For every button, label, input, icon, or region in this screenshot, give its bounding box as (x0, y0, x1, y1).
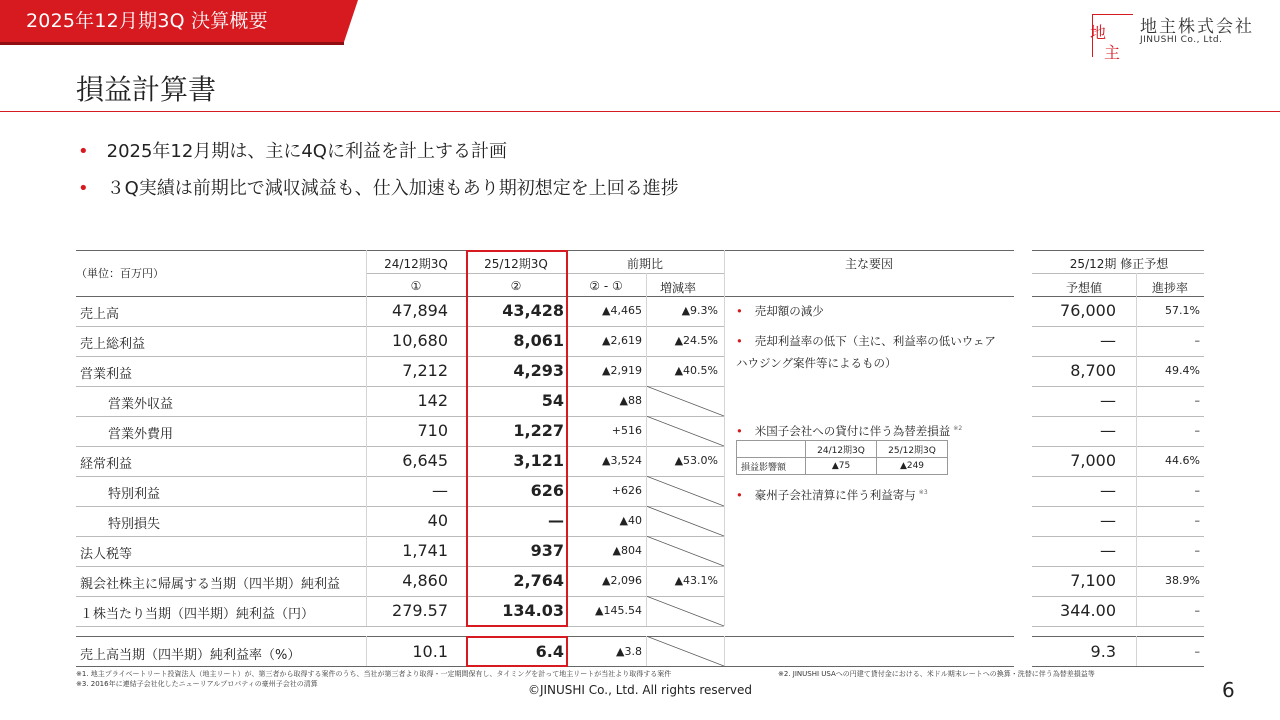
cell-prev: 40 (427, 511, 448, 530)
factor-sales-decrease (736, 300, 1006, 322)
bullet-dot-icon: • (736, 423, 743, 438)
sub-table-row-label: 損益影響額 (737, 458, 806, 475)
bullet-dot-icon: • (78, 141, 89, 162)
table-rule (1032, 296, 1204, 297)
cell-diff: ▲2,619 (602, 334, 642, 347)
cell-prev: 10.1 (412, 642, 448, 661)
table-rule (76, 356, 724, 357)
header-banner-shadow (0, 42, 344, 45)
cell-prev: 6,645 (402, 451, 448, 470)
cell-diff: ▲4,465 (602, 304, 642, 317)
cell-diff: ▲88 (619, 394, 642, 407)
table-rule (1032, 326, 1204, 327)
cell-progress: – (1194, 645, 1200, 658)
cell-curr: 4,293 (513, 361, 564, 380)
cell-curr: 134.03 (502, 601, 564, 620)
logo-name-en: JINUSHI Co., Ltd. (1140, 35, 1223, 45)
table-rule (76, 476, 724, 477)
table-column-rule (646, 273, 647, 626)
unit-label: （単位：百万円） (76, 267, 164, 280)
cell-prev: 1,741 (402, 541, 448, 560)
footnote-2: ※2. JINUSHI USAへの円建て貸付金における、米ドル期末レートへの換算・洗替に伴う為替差損益等 (778, 670, 1095, 678)
factor-footnote-ref: ※3 (918, 489, 928, 496)
cell-forecast: 9.3 (1090, 642, 1116, 661)
diagonal-empty-mark (646, 536, 724, 566)
table-column-rule (646, 636, 647, 666)
copyright: ©JINUSHI Co., Ltd. All rights reserved (527, 683, 753, 697)
bullet-item: • ３Q実績は前期比で減収減益も、仕入加速もあり期初想定を上回る進捗 (78, 178, 679, 199)
sub-table-header-curr: 25/12期3Q (877, 441, 948, 458)
cell-progress: 38.9% (1165, 574, 1200, 587)
cell-forecast: 7,000 (1070, 451, 1116, 470)
table-rule (76, 326, 724, 327)
current-margin-highlight (466, 636, 568, 667)
row-label: 営業外費用 (108, 427, 174, 442)
page-number: 6 (1222, 678, 1235, 702)
header-progress: 進捗率 (1151, 281, 1188, 295)
table-rule (1032, 536, 1204, 537)
table-rule (1032, 666, 1204, 667)
cell-progress: – (1194, 334, 1200, 347)
cell-diff: ▲3,524 (602, 454, 642, 467)
cell-progress: – (1194, 544, 1200, 557)
table-rule (76, 446, 724, 447)
cell-forecast: 344.00 (1060, 601, 1116, 620)
sub-table-curr: ▲249 (877, 458, 948, 475)
cell-progress: – (1194, 424, 1200, 437)
cell-forecast: — (1100, 391, 1116, 410)
header-factors: 主な要因 (844, 257, 893, 271)
cell-curr: 6.4 (535, 642, 564, 661)
current-period-highlight (466, 250, 568, 627)
header-yoy: 前期比 (626, 257, 663, 271)
table-rule (76, 386, 724, 387)
table-rule (76, 506, 724, 507)
cell-forecast: — (1100, 331, 1116, 350)
cell-prev: 279.57 (392, 601, 448, 620)
cell-forecast: 76,000 (1060, 301, 1116, 320)
cell-prev: 710 (417, 421, 448, 440)
header-diff: ② - ① (589, 279, 623, 293)
factor-margin-decline (736, 330, 998, 374)
cell-forecast: 7,100 (1070, 571, 1116, 590)
cell-forecast: — (1100, 541, 1116, 560)
table-rule (1032, 446, 1204, 447)
table-rule (1032, 506, 1204, 507)
cell-curr: 8,061 (513, 331, 564, 350)
factor-text: 豪州子会社清算に伴う利益寄与 (754, 487, 916, 502)
bullet-dot-icon: • (736, 334, 743, 348)
cell-diff: ▲145.54 (595, 604, 642, 617)
table-column-rule (1136, 273, 1137, 626)
cell-diff: ▲3.8 (616, 645, 642, 658)
cell-diff: ▲804 (612, 544, 642, 557)
factor-au-liquidation (736, 482, 1006, 506)
bullet-dot-icon: • (78, 178, 89, 199)
row-label: 法人税等 (80, 547, 133, 562)
header-curr-marker: ② (510, 279, 522, 293)
cell-prev: 47,894 (392, 301, 448, 320)
footnote-1: ※1. 地主プライベートリート投資法人（地主リート）が、第三者から取得する案件のうち、当社が第三者より取得・一定期間保有し、タイミングを計って地主リートが当社より取得する案件 (76, 670, 672, 678)
cell-diff: ▲40 (619, 514, 642, 527)
cell-progress: 57.1% (1165, 304, 1200, 317)
cell-diff: +516 (611, 424, 642, 437)
row-label: １株当たり当期（四半期）純利益（円） (80, 607, 315, 622)
banner-title: 2025年12月期3Q 決算概要 (26, 10, 268, 32)
table-rule (1032, 356, 1204, 357)
diagonal-empty-mark (646, 476, 724, 506)
diagonal-empty-mark (646, 596, 724, 626)
header-rate: 増減率 (660, 281, 697, 295)
cell-progress: 44.6% (1165, 454, 1200, 467)
header-prev-marker: ① (410, 279, 422, 293)
row-label: 経常利益 (80, 457, 133, 472)
table-column-rule (366, 250, 367, 626)
table-rule (76, 596, 724, 597)
table-rule (76, 536, 724, 537)
cell-curr: 2,764 (513, 571, 564, 590)
cell-forecast: — (1100, 481, 1116, 500)
cell-curr: 54 (541, 391, 564, 410)
cell-curr: — (548, 511, 564, 530)
table-rule (76, 626, 724, 627)
row-label: 営業外収益 (108, 397, 174, 412)
factor-text: 売却額の減少 (754, 304, 824, 318)
cell-prev: 142 (417, 391, 448, 410)
table-rule (76, 566, 724, 567)
sub-table-corner (737, 441, 806, 458)
factor-text: 売却利益率の低下（主に、利益率の低いウェアハウジング案件等によるもの） (736, 334, 996, 370)
row-label: 特別利益 (108, 487, 161, 502)
row-label: 特別損失 (108, 517, 161, 532)
row-label: 売上総利益 (80, 337, 146, 352)
logo-mark: 地 主 (1090, 23, 1121, 62)
header-curr-period: 25/12期3Q (484, 257, 548, 271)
cell-rate: ▲24.5% (674, 334, 718, 347)
cell-curr: 43,428 (502, 301, 564, 320)
table-rule (1032, 636, 1204, 637)
table-rule (1032, 476, 1204, 477)
table-rule (1032, 386, 1204, 387)
bullet-dot-icon: • (736, 304, 743, 318)
table-column-rule (724, 636, 725, 666)
title-divider (0, 111, 1280, 112)
header-forecast: 25/12期 修正予想 (1069, 257, 1169, 271)
sub-table-header-prev: 24/12期3Q (806, 441, 877, 458)
table-column-rule (1136, 636, 1137, 666)
cell-curr: 937 (530, 541, 564, 560)
footnote-3: ※3. 2016年に連結子会社化したニューリアルプロパティの豪州子会社の清算 (76, 680, 318, 688)
table-rule (1032, 566, 1204, 567)
table-column-rule (724, 250, 725, 626)
cell-forecast: — (1100, 421, 1116, 440)
cell-rate: ▲53.0% (674, 454, 718, 467)
row-label: 売上高当期（四半期）純利益率（%） (80, 648, 301, 663)
logo-name-jp: 地主株式会社 (1140, 17, 1254, 37)
diagonal-empty-mark (646, 636, 724, 666)
bullet-dot-icon: • (736, 487, 743, 502)
cell-diff: ▲2,096 (602, 574, 642, 587)
row-label: 営業利益 (80, 367, 133, 382)
bullet-item: • 2025年12月期は、主に4Qに利益を計上する計画 (78, 141, 507, 162)
cell-progress: – (1194, 514, 1200, 527)
income-statement-table (76, 250, 1204, 662)
cell-prev: — (432, 481, 448, 500)
cell-diff: +626 (611, 484, 642, 497)
cell-progress: – (1194, 394, 1200, 407)
row-label: 売上高 (80, 307, 120, 322)
cell-forecast: 8,700 (1070, 361, 1116, 380)
table-rule (1032, 250, 1204, 251)
cell-progress: – (1194, 604, 1200, 617)
cell-rate: ▲9.3% (681, 304, 718, 317)
table-rule (1032, 273, 1204, 274)
cell-prev: 10,680 (392, 331, 448, 350)
table-column-rule (366, 636, 367, 666)
diagonal-empty-mark (646, 506, 724, 536)
cell-diff: ▲2,919 (602, 364, 642, 377)
table-rule (76, 416, 724, 417)
cell-prev: 7,212 (402, 361, 448, 380)
cell-rate: ▲43.1% (674, 574, 718, 587)
factor-text: 米国子会社への貸付に伴う為替差損益 (754, 423, 951, 438)
table-rule (1032, 596, 1204, 597)
sub-table-prev: ▲75 (806, 458, 877, 475)
diagonal-empty-mark (646, 416, 724, 446)
diagonal-empty-mark (646, 386, 724, 416)
cell-curr: 626 (530, 481, 564, 500)
factor-footnote-ref: ※2 (953, 425, 963, 432)
cell-forecast: — (1100, 511, 1116, 530)
fx-impact-table (736, 440, 948, 475)
row-label: 親会社株主に帰属する当期（四半期）純利益 (80, 577, 341, 592)
page-title: 損益計算書 (76, 73, 217, 106)
cell-progress: 49.4% (1165, 364, 1200, 377)
cell-curr: 3,121 (513, 451, 564, 470)
cell-curr: 1,227 (513, 421, 564, 440)
header-forecast-value: 予想値 (1065, 281, 1102, 295)
factor-fx-loss (736, 418, 1006, 442)
table-rule (1032, 626, 1204, 627)
cell-rate: ▲40.5% (674, 364, 718, 377)
header-prev-period: 24/12期3Q (384, 257, 448, 271)
cell-prev: 4,860 (402, 571, 448, 590)
table-rule (1032, 416, 1204, 417)
cell-progress: – (1194, 484, 1200, 497)
